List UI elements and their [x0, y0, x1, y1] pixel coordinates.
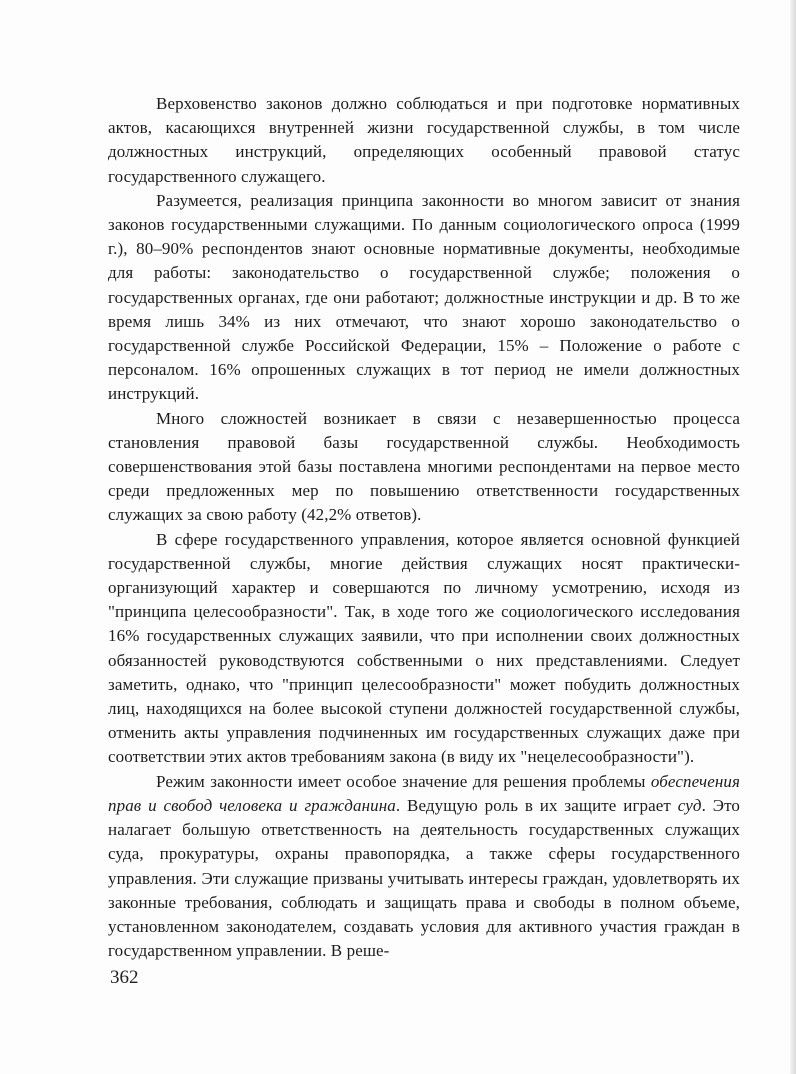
paragraph [108, 407, 740, 528]
scan-shadow-edge [790, 0, 796, 1074]
paragraph-text: . Ведущую роль в их защите играет [395, 795, 678, 815]
paragraph-text: Много сложностей возникает в связи с незавершенностью процесса становления правовой базы государственной службы. Необходимость совершенствования этой базы поставлена многими респондентами на первое место среди предложенных мер по повышению ответственности государственных служащих за свою работу (42,2% ответов). [108, 408, 740, 525]
paragraph-text: Верховенство законов должно соблюдаться и при подготовке нормативных актов, касающихся внутренней жизни государственной службы, в том числе должностных инструкций, определяющих особенный правовой статус государственного служащего. [108, 94, 740, 186]
paragraph [108, 528, 740, 770]
paragraph-text: Режим законности имеет особое значение для решения проблемы [156, 771, 651, 791]
paragraph-text: Разумеется, реализация принципа законности во многом зависит от знания законов государственными служащими. По данным социологического опроса (1999 г.), 80–90% респондентов знают основные нормативные документы, необходимые для работы: законодательство о государственной службе; положения о государственных органах, где они работают; должностные инструкции и др. В то же время лишь 34% из них отмечают, что знают хорошо законодательство о государственной службе Российской Федерации, 15% – Положение о работе с персоналом. 16% опрошенных служащих в тот период не имели должностных инструкций. [108, 190, 740, 404]
paragraph [108, 92, 740, 189]
paragraph [108, 189, 740, 407]
page-number: 362 [110, 967, 139, 988]
paragraph [108, 770, 740, 964]
italic-phrase: суд [677, 795, 702, 815]
paragraph-text: . Это налагает большую ответственность на деятельность государственных служащих суда, прокуратуры, охраны правопорядка, а также сферы государственного управления. Эти служащие призваны учитывать интересы граждан, удовлетворять их законные требования, соблюдать и защищать права и свободы в полном объеме, установленном законодателем, создавать условия для активного участия граждан в государственном управлении. В реше- [108, 795, 740, 961]
italic-phrase: обеспечения прав и свобод человека и гражданина [108, 771, 740, 815]
body-text [108, 92, 740, 963]
paragraph-text: В сфере государственного управления, которое является основной функцией государственной службы, многие действия служащих носят практически-организующий характер и совершаются по личному усмотрению, исходя из "принципа целесообразности". Так, в ходе того же социологического исследования 16% государственных служащих заявили, что при исполнении своих должностных обязанностей руководствуются собственными о них представлениями. Следует заметить, однако, что "принцип целесообразности" может побудить должностных лиц, находящихся на более высокой ступени должностей государственной службы, отменить акты управления подчиненных им государственных служащих даже при соответствии этих актов требованиям закона (в виду их "нецелесообразности"). [108, 529, 740, 767]
